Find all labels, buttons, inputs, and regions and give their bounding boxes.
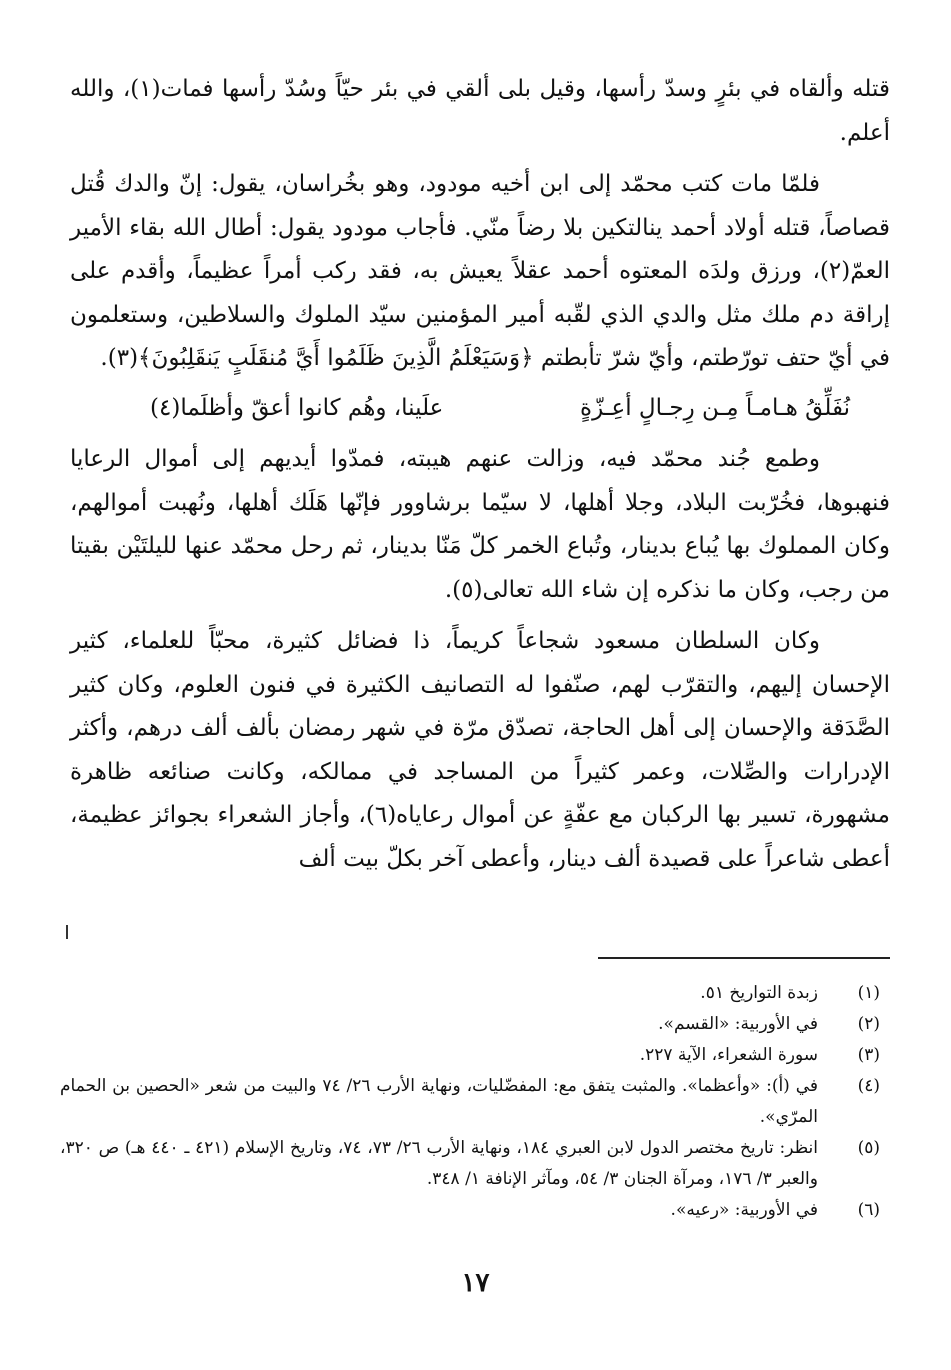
footnote-text: في الأوربية: «القسم».: [658, 1014, 818, 1034]
footnote-text: سورة الشعراء، الآية ٢٢٧.: [639, 1045, 818, 1065]
footnote-1: [60, 978, 880, 1009]
paragraph-4: وكان السلطان مسعود شجاعاً كريماً، ذا فضائل كثيرة، محبّاً للعلماء، كثير الإحسان إليهم، والتقرّب لهم، صنّفوا له التصانيف الكثيرة في فنون العلوم، وكان كثير الصَّدَقة والإحسان إلى أهل الحاجة، تصدّق مرّة في شهر رمضان بألف ألف درهم، وأكثر الإدرارات والصِّلات، وعمر كثيراً من المساجد في ممالكه، وكانت صنائعه ظاهرة مشهورة، تسير بها الركبان مع عفّةٍ عن أموال رعاياه(٦)، وأجاز الشعراء بجوائز عظيمة، أعطى شاعراً على قصيدة ألف دينار، وأعطى آخر بكلّ بيت ألف: [70, 628, 890, 872]
footnotes: [60, 978, 880, 1226]
main-text: [70, 68, 890, 881]
paragraph-1: قتله وألقاه في بئرٍ وسدّ رأسها، وقيل بلى ألقي في بئر حيّاً وسُدّ رأسها فمات(١)، والله أعلم.: [70, 76, 890, 146]
footnote-number: (٦): [857, 1200, 880, 1220]
page-number: ١٧: [461, 1268, 490, 1298]
footnote-4: [60, 1071, 880, 1133]
footnote-text: في الأوربية: «رعيه».: [670, 1200, 818, 1220]
continuation-mark: [66, 925, 68, 939]
paragraph-3: وطمع جُند محمّد فيه، وزالت عنهم هيبته، فمدّوا أيديهم إلى أموال الرعايا فنهبوها، فخُرّبت البلاد، وجلا أهلها، لا سيّما برشاوور فإنّها هَلَك أهلها، ونُهبت أموالهم، وكان المملوك بها يُباع بدينار، وتُباع الخمر كلّ مَنّا بدينار، ثم رحل محمّد عنها لليلتَيْن بقيتا من رجب، وكان ما نذكره إن شاء الله تعالى(٥).: [70, 446, 890, 603]
footnote-number: (٢): [857, 1014, 880, 1034]
verse-second-hemistich: علَينا، وهُم كانوا أعقّ وأظلَما(٤): [150, 394, 444, 421]
footnote-number: (٥): [857, 1138, 880, 1158]
poetry-verse: [150, 387, 850, 431]
footnote-number: (٣): [857, 1045, 880, 1065]
footnote-text: انظر: تاريخ مختصر الدول لابن العبري ١٨٤، ونهاية الأرب ٢٦/ ٧٣، ٧٤، وتاريخ الإسلام (٤٢١ ـ ٤٤٠ هـ) ص ٣٢٠، والعبر ٣/ ١٧٦، ومرآة الجنان ٣/ ٥٤، ومآثر الإنافة ١/ ٣٤٨.: [60, 1138, 819, 1189]
footnote-6: [60, 1195, 880, 1226]
footnote-text: في (أ): «وأعظما». والمثبت يتفق مع: المفضّليات، ونهاية الأرب ٢٦/ ٧٤ والبيت من شعر «الحصين بن الحمام المرّي».: [60, 1076, 818, 1127]
paragraph-2: فلمّا مات كتب محمّد إلى ابن أخيه مودود، وهو بخُراسان، يقول: إنّ والدك قُتل قصاصاً، قتله أولاد أحمد ينالتكين بلا رضاً منّي. فأجاب مودود يقول: أطال الله بقاء الأمير العمّ(٢)، ورزق ولدَه المعتوه أحمد عقلاً يعيش به، فقد ركب أمراً عظيماً، وأقدم على إراقة دم ملك مثل والدي الذي لقّبه أمير المؤمنين سيّد الملوك والسلاطين، وستعلمون في أيّ حتف تورّطتم، وأيّ شرّ تأبطتم ﴿وَسَيَعْلَمُ الَّذِينَ ظَلَمُوا أَيَّ مُنقَلَبٍ يَنقَلِبُونَ﴾(٣).: [70, 171, 890, 371]
footnote-divider: [598, 957, 890, 959]
verse-first-hemistich: نُفَلِّقُ هـامـاً مِـن رِجـالٍ أعِـزّةٍ: [580, 394, 850, 421]
footnote-text: زبدة التواريخ ٥١.: [700, 983, 818, 1003]
footnote-3: [60, 1040, 880, 1071]
footnote-2: [60, 1009, 880, 1040]
footnote-number: (٤): [857, 1076, 880, 1096]
footnote-5: [60, 1133, 880, 1195]
footnote-number: (١): [857, 983, 880, 1003]
